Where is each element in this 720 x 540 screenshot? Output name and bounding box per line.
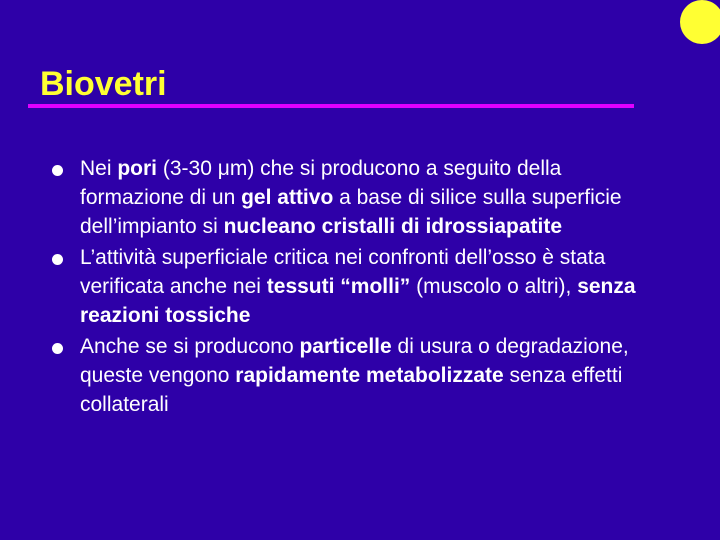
bullet-item bbox=[0, 332, 660, 419]
bullet-dot-icon bbox=[52, 165, 63, 176]
bullet-segment: senza effetti collaterali bbox=[80, 364, 623, 416]
bullet-segment: a base di silice sulla superficie dell’impianto si bbox=[80, 186, 622, 238]
bullet-segment: Anche se si producono bbox=[80, 335, 300, 358]
bullet-bold-segment: tessuti “molli” bbox=[266, 275, 411, 298]
bullet-segment: (muscolo o altri), bbox=[410, 275, 578, 298]
bullet-text bbox=[80, 157, 622, 238]
bullet-item bbox=[0, 243, 660, 330]
bullet-bold-segment: nucleano cristalli di idrossiapatite bbox=[223, 215, 563, 238]
bullet-bold-segment: gel attivo bbox=[241, 186, 334, 209]
slide-title: Biovetri bbox=[40, 65, 167, 103]
bullet-segment: Nei bbox=[80, 157, 118, 180]
bullet-text bbox=[80, 335, 629, 416]
bullet-segment: (3-30 μm) che si producono a seguito della formazione di un bbox=[80, 157, 562, 209]
bullet-item bbox=[0, 154, 660, 241]
corner-circle-decoration bbox=[680, 0, 720, 44]
bullet-dot-icon bbox=[52, 343, 63, 354]
bullet-bold-segment: rapidamente metabolizzate bbox=[235, 364, 504, 387]
bullet-list bbox=[0, 154, 680, 421]
bullet-segment: L’attività superficiale critica nei confronti dell’osso è stata verificata anche nei bbox=[80, 246, 606, 298]
bullet-dot-icon bbox=[52, 254, 63, 265]
bullet-text bbox=[80, 246, 636, 327]
bullet-bold-segment: senza reazioni tossiche bbox=[80, 275, 636, 327]
bullet-bold-segment: pori bbox=[117, 157, 158, 180]
bullet-bold-segment: particelle bbox=[299, 335, 392, 358]
title-underline-rule bbox=[28, 104, 634, 108]
bullet-segment: di usura o degradazione, queste vengono bbox=[80, 335, 629, 387]
